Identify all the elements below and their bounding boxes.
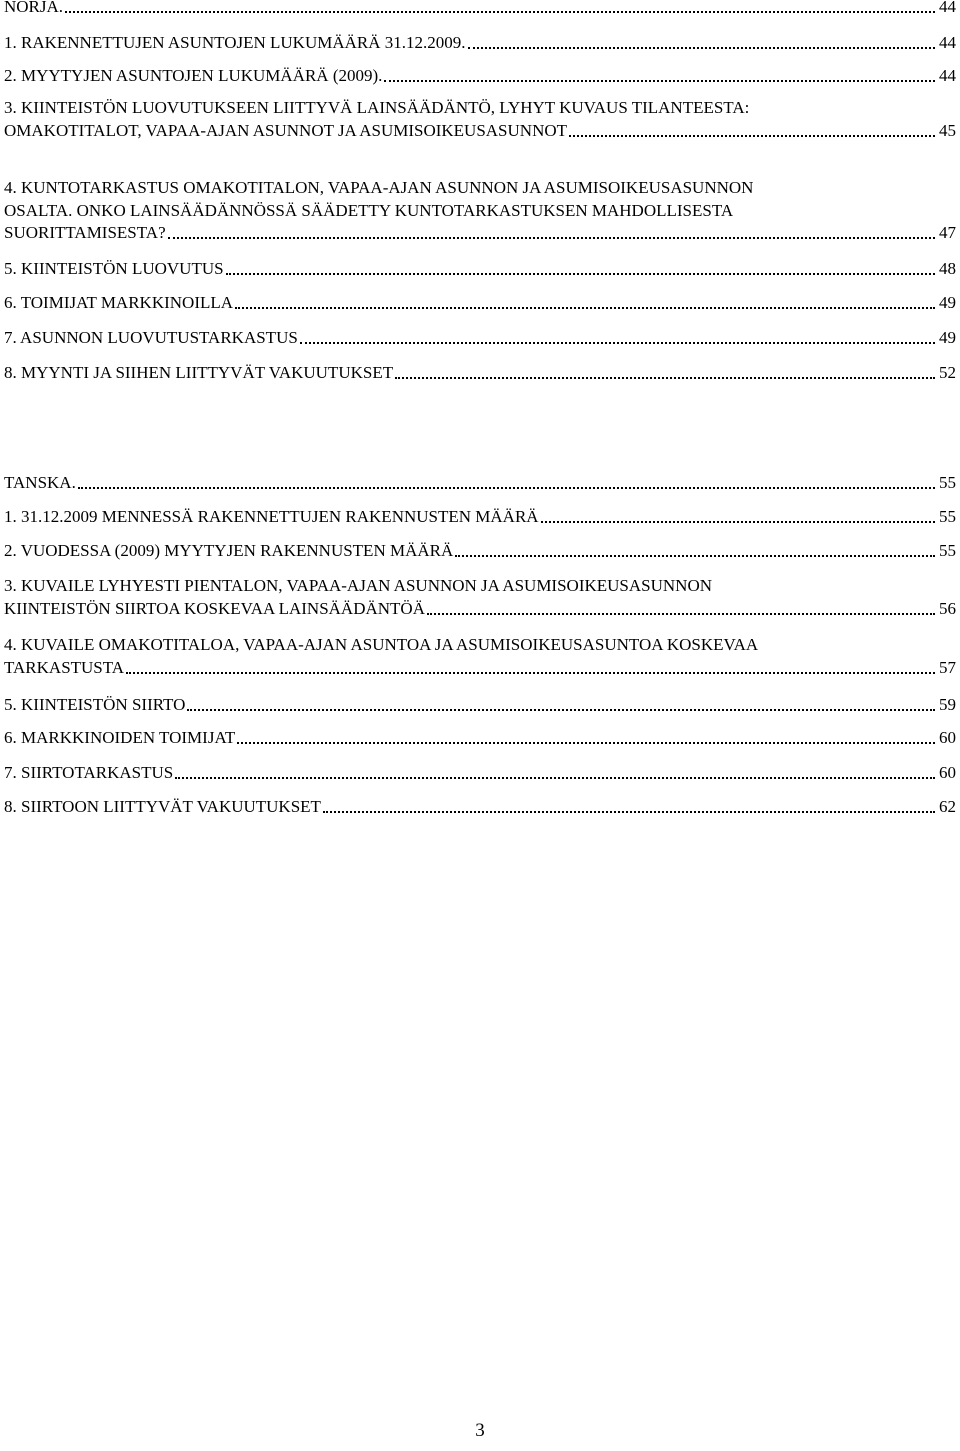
toc-entry-page: 55: [939, 473, 956, 492]
dot-leader: [237, 742, 935, 744]
dot-leader: [395, 377, 935, 379]
toc-entry-page: 60: [939, 728, 956, 747]
toc-entry-title: 1. RAKENNETTUJEN ASUNTOJEN LUKUMÄÄRÄ 31.12.2009.: [4, 33, 466, 52]
toc-entry-title: 7. ASUNNON LUOVUTUSTARKASTUS: [4, 328, 298, 347]
dot-leader: [384, 80, 935, 82]
toc-entry-title: 4. KUVAILE OMAKOTITALOA, VAPAA-AJAN ASUNTOA JA ASUMISOIKEUSASUNTOA KOSKEVAA: [4, 635, 759, 654]
toc-entry-title: OMAKOTITALOT, VAPAA-AJAN ASUNNOT JA ASUMISOIKEUSASUNNOT: [4, 120, 568, 140]
dot-leader: [569, 135, 935, 137]
toc-entry-page: 44: [937, 0, 956, 18]
dot-leader: [235, 307, 935, 309]
dot-leader: [78, 487, 935, 489]
toc-entry-title: 4. KUNTOTARKASTUS OMAKOTITALON, VAPAA-AJAN ASUNNON JA ASUMISOIKEUSASUNNON: [4, 178, 754, 197]
dot-leader: [300, 342, 935, 344]
toc-entry-title: OSALTA. ONKO LAINSÄÄDÄNNÖSSÄ SÄÄDETTY KUNTOTARKASTUKSEN MAHDOLLISESTA: [4, 200, 734, 220]
toc-entry-title: TARKASTUSTA: [4, 657, 125, 677]
toc-entry-title: 5. KIINTEISTÖN LUOVUTUS: [4, 259, 224, 278]
toc-entry-page: 48: [939, 259, 956, 278]
dot-leader: [427, 613, 935, 615]
toc-entry-title: TANSKA.: [4, 473, 76, 492]
toc-entry-title: NORJA.: [4, 0, 64, 16]
toc-entry-page: 52: [939, 363, 956, 382]
toc-entry-page: 55: [939, 541, 956, 560]
toc-entry-page: 44: [939, 33, 956, 52]
dot-leader: [187, 709, 935, 711]
dot-leader: [455, 555, 935, 557]
toc-entry-title: 1. 31.12.2009 MENNESSÄ RAKENNETTUJEN RAKENNUSTEN MÄÄRÄ: [4, 507, 539, 526]
toc-entry-title: 7. SIIRTOTARKASTUS: [4, 763, 174, 782]
toc-entry-title: 3. KUVAILE LYHYESTI PIENTALON, VAPAA-AJAN ASUNNON JA ASUMISOIKEUSASUNNON: [4, 576, 712, 595]
toc-entry-title: 8. SIIRTOON LIITTYVÄT VAKUUTUKSET: [4, 797, 321, 816]
toc-entry-title: 6. TOIMIJAT MARKKINOILLA: [4, 293, 234, 312]
dot-leader: [468, 47, 935, 49]
dot-leader: [175, 777, 935, 779]
toc-entry-title: 2. VUODESSA (2009) MYYTYJEN RAKENNUSTEN MÄÄRÄ: [4, 541, 454, 560]
toc-entry-page: 49: [939, 293, 956, 312]
toc-entry-page: 47: [939, 223, 956, 242]
dot-leader: [126, 672, 935, 674]
dot-leader: [168, 237, 935, 239]
toc-entry-page: 56: [939, 598, 956, 618]
toc-entry-title: 8. MYYNTI JA SIIHEN LIITTYVÄT VAKUUTUKSET: [4, 363, 394, 382]
toc-entry-page: 49: [939, 328, 956, 347]
dot-leader: [65, 11, 935, 13]
toc-entry-title: 6. MARKKINOIDEN TOIMIJAT: [4, 728, 236, 747]
toc-entry-page: 60: [939, 763, 956, 782]
dot-leader: [541, 521, 935, 523]
dot-leader: [323, 811, 935, 813]
toc-entry-title: 3. KIINTEISTÖN LUOVUTUKSEEN LIITTYVÄ LAINSÄÄDÄNTÖ, LYHYT KUVAUS TILANTEESTA:: [4, 98, 750, 117]
toc-entry-page: 55: [939, 507, 956, 526]
page-number: 3: [475, 1420, 485, 1441]
toc-entry-title: 5. KIINTEISTÖN SIIRTO: [4, 695, 186, 714]
toc-entry-page: 45: [939, 120, 956, 140]
toc-entry-page: 44: [939, 66, 956, 85]
toc-entry-title: KIINTEISTÖN SIIRTOA KOSKEVAA LAINSÄÄDÄNTÖÄ: [4, 598, 425, 618]
dot-leader: [226, 273, 935, 275]
toc-entry-page: 62: [939, 797, 956, 816]
toc-entry-title: 2. MYYTYJEN ASUNTOJEN LUKUMÄÄRÄ (2009).: [4, 66, 383, 85]
toc-entry-page: 57: [939, 657, 956, 677]
toc-entry-page: 59: [939, 695, 956, 714]
toc-entry-title: SUORITTAMISESTA?: [4, 223, 166, 242]
